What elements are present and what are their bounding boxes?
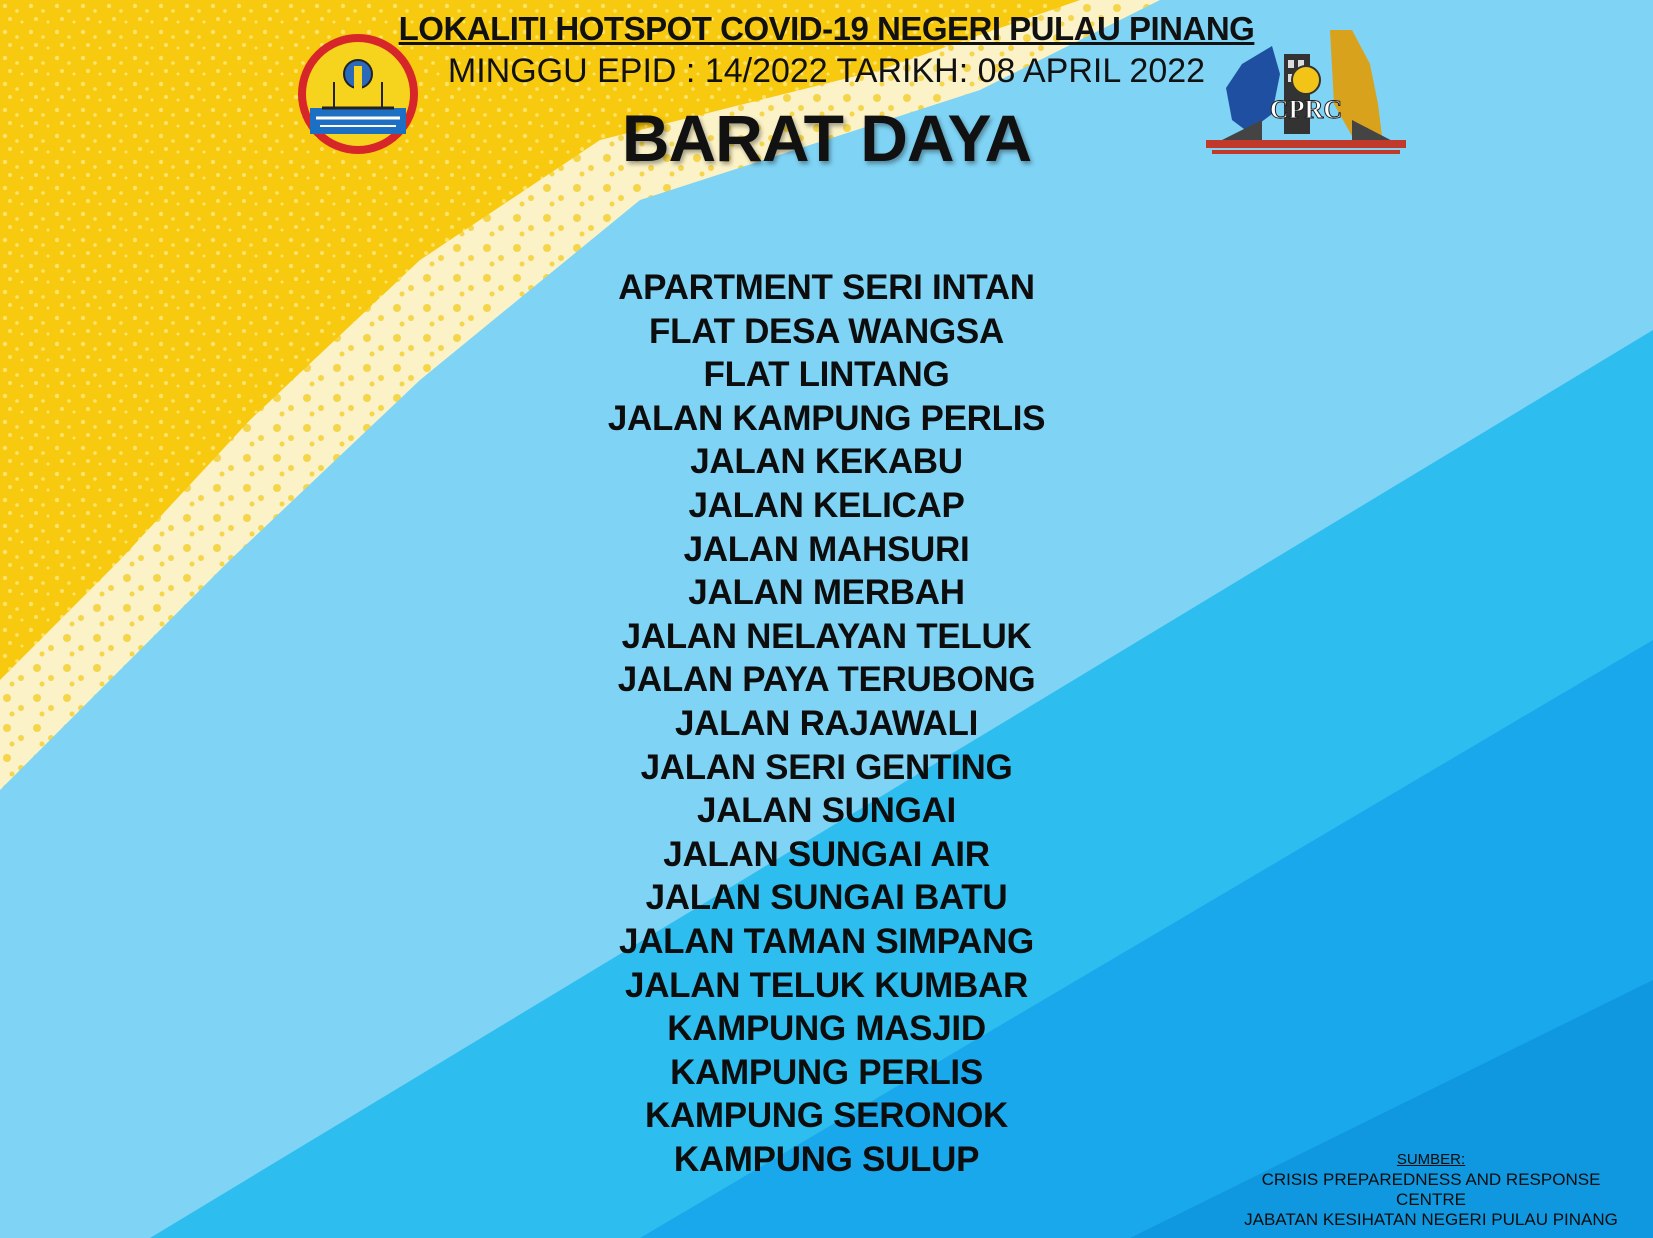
list-item: JALAN MAHSURI	[683, 529, 970, 569]
list-item: JALAN KAMPUNG PERLIS	[607, 398, 1046, 438]
list-item: FLAT LINTANG	[703, 355, 950, 395]
list-item: JALAN TELUK KUMBAR	[625, 965, 1028, 1005]
region-title: BARAT DAYA	[621, 101, 1032, 175]
list-item: KAMPUNG SERONOK	[644, 1096, 1009, 1136]
source-line-3: JABATAN KESIHATAN NEGERI PULAU PINANG	[1244, 1210, 1618, 1229]
list-item: KAMPUNG SULUP	[673, 1139, 980, 1179]
list-item: JALAN SUNGAI	[697, 791, 956, 831]
list-item: JALAN KELICAP	[688, 485, 965, 525]
list-item: JALAN SERI GENTING	[640, 747, 1013, 787]
list-item: JALAN RAJAWALI	[674, 703, 979, 743]
source-line-1: CRISIS PREPAREDNESS AND RESPONSE	[1261, 1170, 1601, 1189]
locality-list	[0, 266, 1653, 1181]
source-line-2: CENTRE	[1396, 1190, 1466, 1209]
list-item: JALAN KEKABU	[690, 442, 963, 482]
header-title-text: LOKALITI HOTSPOT COVID-19 NEGERI PULAU PINANG	[398, 10, 1255, 47]
list-item: APARTMENT SERI INTAN	[618, 268, 1035, 307]
list-item: JALAN SUNGAI AIR	[663, 834, 990, 874]
header-subtitle	[0, 52, 1653, 91]
list-item: JALAN PAYA TERUBONG	[617, 660, 1036, 700]
list-item: FLAT DESA WANGSA	[649, 311, 1004, 351]
list-item: JALAN NELAYAN TELUK	[621, 616, 1032, 656]
list-item: JALAN MERBAH	[688, 573, 965, 613]
header-title	[0, 10, 1653, 48]
header-subtitle-text: MINGGU EPID : 14/2022 TARIKH: 08 APRIL 2022	[447, 52, 1206, 90]
list-item: KAMPUNG PERLIS	[670, 1052, 983, 1092]
list-item: JALAN SUNGAI BATU	[645, 878, 1008, 918]
list-item: KAMPUNG MASJID	[667, 1009, 986, 1049]
source-label: SUMBER:	[1396, 1151, 1466, 1168]
list-item: JALAN TAMAN SIMPANG	[619, 921, 1034, 961]
source-credit	[1236, 1150, 1626, 1230]
svg-text:CPRC: CPRC	[1269, 95, 1343, 124]
